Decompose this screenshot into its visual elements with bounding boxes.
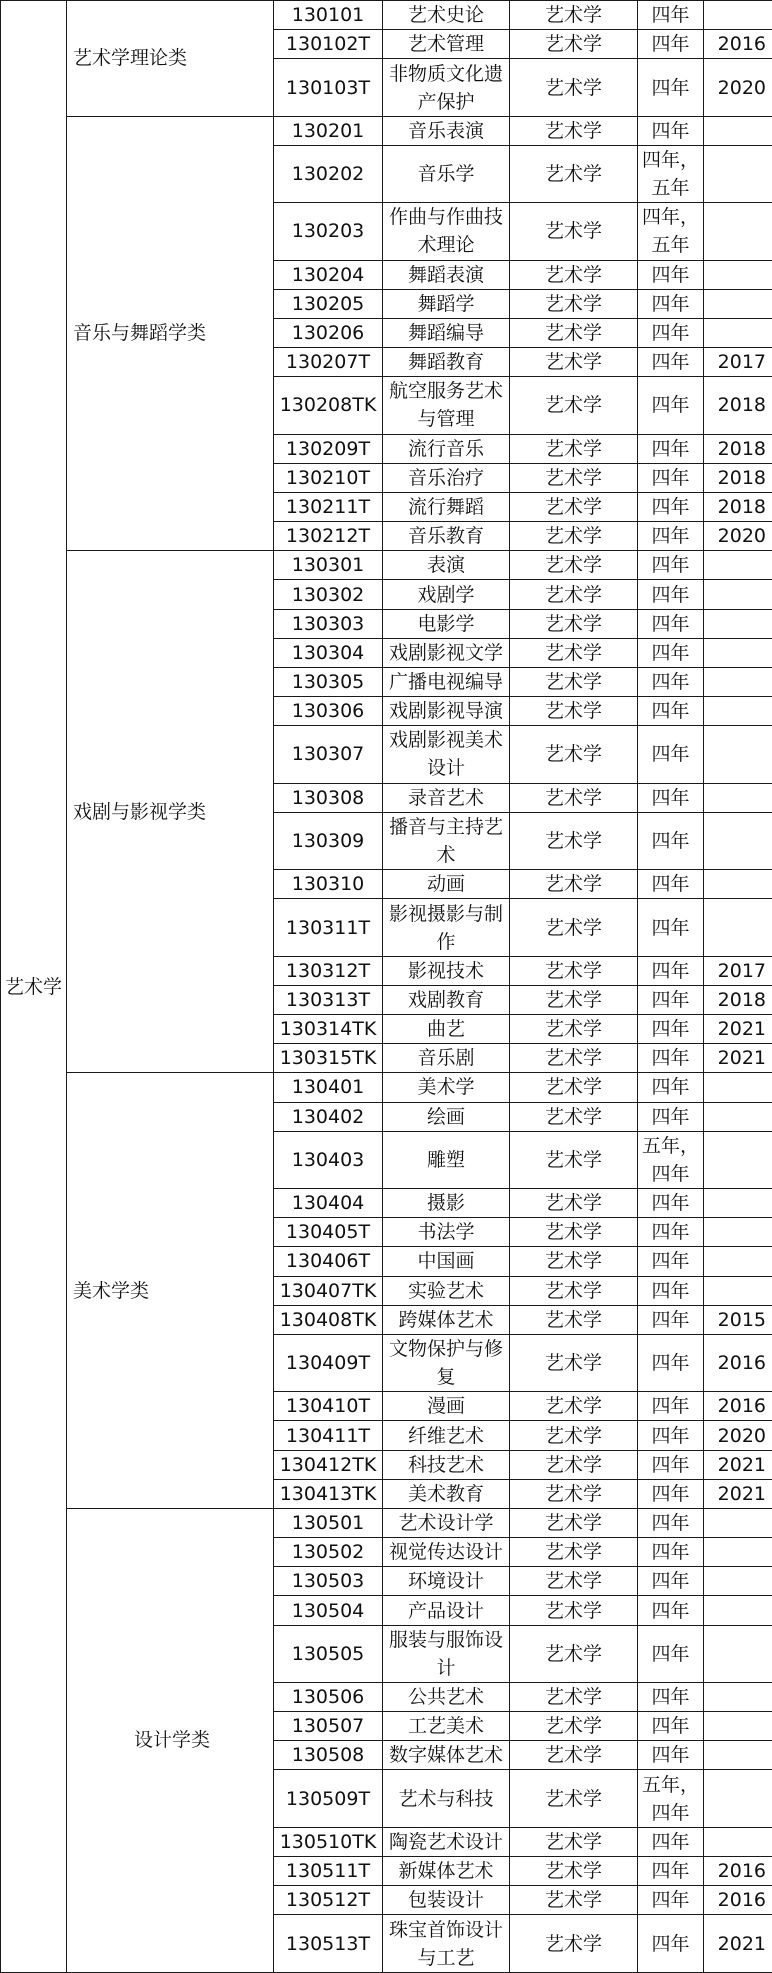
degree-cell: 艺术学 — [510, 667, 638, 696]
discipline-cell: 艺术学 — [1, 1, 67, 1973]
major-code-cell: 130203 — [274, 203, 383, 260]
major-name-cell: 音乐表演 — [383, 116, 510, 145]
major-name-cell: 包装设计 — [383, 1886, 510, 1915]
duration-cell: 四年 — [638, 318, 704, 347]
duration-cell: 四年 — [638, 289, 704, 318]
major-name-cell: 航空服务艺术与管理 — [383, 377, 510, 434]
year-added-cell — [704, 783, 772, 812]
major-name-cell: 戏剧影视文学 — [383, 638, 510, 667]
duration-cell: 四年 — [638, 434, 704, 463]
major-code-cell: 130508 — [274, 1741, 383, 1770]
table-row — [1, 1508, 772, 1537]
degree-cell: 艺术学 — [510, 1770, 638, 1827]
duration-cell: 四年 — [638, 697, 704, 726]
major-code-cell: 130206 — [274, 318, 383, 347]
major-name-cell: 音乐学 — [383, 145, 510, 202]
duration-cell: 四年 — [638, 551, 704, 580]
major-name-cell: 戏剧影视美术设计 — [383, 726, 510, 783]
major-name-cell: 公共艺术 — [383, 1682, 510, 1711]
major-name-cell: 珠宝首饰设计与工艺 — [383, 1915, 510, 1973]
duration-cell: 四年 — [638, 1073, 704, 1102]
major-name-cell: 舞蹈教育 — [383, 348, 510, 377]
degree-cell: 艺术学 — [510, 1596, 638, 1625]
duration-cell: 四年 — [638, 377, 704, 434]
table-row — [1, 116, 772, 145]
year-added-cell — [704, 318, 772, 347]
duration-cell: 四年 — [638, 1712, 704, 1741]
year-added-cell — [704, 1827, 772, 1856]
year-added-cell — [704, 667, 772, 696]
degree-cell: 艺术学 — [510, 1625, 638, 1682]
major-code-cell: 130511T — [274, 1857, 383, 1886]
year-added-cell — [704, 1625, 772, 1682]
duration-cell: 四年 — [638, 1102, 704, 1131]
year-added-cell — [704, 1247, 772, 1276]
major-name-cell: 非物质文化遗产保护 — [383, 59, 510, 116]
year-added-cell — [704, 638, 772, 667]
year-added-cell — [704, 260, 772, 289]
major-name-cell: 文物保护与修复 — [383, 1334, 510, 1391]
year-added-cell: 2016 — [704, 1886, 772, 1915]
major-code-cell: 130307 — [274, 726, 383, 783]
major-code-cell: 130402 — [274, 1102, 383, 1131]
duration-cell: 四年 — [638, 260, 704, 289]
major-code-cell: 130411T — [274, 1421, 383, 1450]
year-added-cell: 2021 — [704, 1479, 772, 1508]
duration-cell: 五年，四年 — [638, 1770, 704, 1827]
duration-cell: 四年 — [638, 1421, 704, 1450]
major-name-cell: 艺术设计学 — [383, 1508, 510, 1537]
duration-cell: 四年 — [638, 1, 704, 30]
degree-cell: 艺术学 — [510, 697, 638, 726]
year-added-cell — [704, 812, 772, 869]
duration-cell: 四年 — [638, 1334, 704, 1391]
duration-cell: 四年 — [638, 1479, 704, 1508]
major-code-cell: 130413TK — [274, 1479, 383, 1508]
major-name-cell: 广播电视编导 — [383, 667, 510, 696]
major-name-cell: 曲艺 — [383, 1015, 510, 1044]
major-name-cell: 音乐治疗 — [383, 463, 510, 492]
major-name-cell: 流行舞蹈 — [383, 492, 510, 521]
degree-cell: 艺术学 — [510, 1538, 638, 1567]
major-name-cell: 书法学 — [383, 1218, 510, 1247]
degree-cell: 艺术学 — [510, 1827, 638, 1856]
year-added-cell — [704, 203, 772, 260]
duration-cell: 四年 — [638, 1276, 704, 1305]
year-added-cell: 2018 — [704, 463, 772, 492]
duration-cell: 四年 — [638, 870, 704, 899]
degree-cell: 艺术学 — [510, 289, 638, 318]
major-code-cell: 130412TK — [274, 1450, 383, 1479]
major-code-cell: 130407TK — [274, 1276, 383, 1305]
major-code-cell: 130303 — [274, 609, 383, 638]
degree-cell: 艺术学 — [510, 985, 638, 1014]
duration-cell: 四年 — [638, 580, 704, 609]
duration-cell: 四年 — [638, 116, 704, 145]
major-code-cell: 130103T — [274, 59, 383, 116]
degree-cell: 艺术学 — [510, 899, 638, 956]
major-code-cell: 130209T — [274, 434, 383, 463]
year-added-cell: 2021 — [704, 1015, 772, 1044]
duration-cell: 四年 — [638, 463, 704, 492]
degree-cell: 艺术学 — [510, 1218, 638, 1247]
major-code-cell: 130301 — [274, 551, 383, 580]
category-cell: 设计学类 — [67, 1508, 274, 1972]
year-added-cell: 2018 — [704, 985, 772, 1014]
year-added-cell — [704, 580, 772, 609]
major-code-cell: 130102T — [274, 30, 383, 59]
major-code-cell: 130410T — [274, 1392, 383, 1421]
major-name-cell: 陶瓷艺术设计 — [383, 1827, 510, 1856]
degree-cell: 艺术学 — [510, 1712, 638, 1741]
year-added-cell — [704, 1131, 772, 1188]
degree-cell: 艺术学 — [510, 1567, 638, 1596]
major-name-cell: 产品设计 — [383, 1596, 510, 1625]
year-added-cell — [704, 145, 772, 202]
major-name-cell: 作曲与作曲技术理论 — [383, 203, 510, 260]
duration-cell: 四年 — [638, 1305, 704, 1334]
major-code-cell: 130513T — [274, 1915, 383, 1973]
major-name-cell: 音乐教育 — [383, 522, 510, 551]
major-name-cell: 播音与主持艺术 — [383, 812, 510, 869]
major-code-cell: 130409T — [274, 1334, 383, 1391]
major-name-cell: 影视技术 — [383, 956, 510, 985]
year-added-cell — [704, 899, 772, 956]
major-name-cell: 跨媒体艺术 — [383, 1305, 510, 1334]
major-code-cell: 130208TK — [274, 377, 383, 434]
degree-cell: 艺术学 — [510, 638, 638, 667]
major-name-cell: 电影学 — [383, 609, 510, 638]
major-name-cell: 影视摄影与制作 — [383, 899, 510, 956]
year-added-cell — [704, 726, 772, 783]
year-added-cell: 2020 — [704, 522, 772, 551]
major-code-cell: 130502 — [274, 1538, 383, 1567]
year-added-cell — [704, 1682, 772, 1711]
degree-cell: 艺术学 — [510, 1682, 638, 1711]
duration-cell: 四年 — [638, 726, 704, 783]
major-name-cell: 流行音乐 — [383, 434, 510, 463]
major-name-cell: 舞蹈表演 — [383, 260, 510, 289]
degree-cell: 艺术学 — [510, 1073, 638, 1102]
major-name-cell: 环境设计 — [383, 1567, 510, 1596]
duration-cell: 四年 — [638, 956, 704, 985]
duration-cell: 四年 — [638, 667, 704, 696]
degree-cell: 艺术学 — [510, 726, 638, 783]
year-added-cell — [704, 1712, 772, 1741]
major-code-cell: 130210T — [274, 463, 383, 492]
duration-cell: 四年 — [638, 1392, 704, 1421]
duration-cell: 四年，五年 — [638, 203, 704, 260]
degree-cell: 艺术学 — [510, 1915, 638, 1973]
major-name-cell: 艺术与科技 — [383, 1770, 510, 1827]
degree-cell: 艺术学 — [510, 1741, 638, 1770]
degree-cell: 艺术学 — [510, 956, 638, 985]
major-code-cell: 130512T — [274, 1886, 383, 1915]
duration-cell: 四年 — [638, 1044, 704, 1073]
year-added-cell: 2018 — [704, 377, 772, 434]
year-added-cell: 2015 — [704, 1305, 772, 1334]
degree-cell: 艺术学 — [510, 1857, 638, 1886]
year-added-cell — [704, 1, 772, 30]
major-code-cell: 130405T — [274, 1218, 383, 1247]
duration-cell: 四年 — [638, 1247, 704, 1276]
degree-cell: 艺术学 — [510, 1334, 638, 1391]
duration-cell: 四年 — [638, 1567, 704, 1596]
year-added-cell: 2018 — [704, 492, 772, 521]
degree-cell: 艺术学 — [510, 1886, 638, 1915]
major-name-cell: 实验艺术 — [383, 1276, 510, 1305]
major-code-cell: 130501 — [274, 1508, 383, 1537]
degree-cell: 艺术学 — [510, 783, 638, 812]
year-added-cell — [704, 1596, 772, 1625]
degree-cell: 艺术学 — [510, 870, 638, 899]
major-name-cell: 美术教育 — [383, 1479, 510, 1508]
major-code-cell: 130506 — [274, 1682, 383, 1711]
degree-cell: 艺术学 — [510, 1247, 638, 1276]
year-added-cell — [704, 1189, 772, 1218]
duration-cell: 四年 — [638, 1886, 704, 1915]
year-added-cell — [704, 1741, 772, 1770]
major-name-cell: 戏剧教育 — [383, 985, 510, 1014]
year-added-cell — [704, 1102, 772, 1131]
major-name-cell: 新媒体艺术 — [383, 1857, 510, 1886]
major-code-cell: 130408TK — [274, 1305, 383, 1334]
major-name-cell: 艺术管理 — [383, 30, 510, 59]
major-name-cell: 科技艺术 — [383, 1450, 510, 1479]
major-code-cell: 130204 — [274, 260, 383, 289]
major-code-cell: 130404 — [274, 1189, 383, 1218]
major-code-cell: 130309 — [274, 812, 383, 869]
major-name-cell: 音乐剧 — [383, 1044, 510, 1073]
year-added-cell — [704, 1508, 772, 1537]
duration-cell: 四年 — [638, 899, 704, 956]
duration-cell: 四年 — [638, 59, 704, 116]
degree-cell: 艺术学 — [510, 318, 638, 347]
major-code-cell: 130212T — [274, 522, 383, 551]
degree-cell: 艺术学 — [510, 203, 638, 260]
major-code-cell: 130311T — [274, 899, 383, 956]
major-code-cell: 130401 — [274, 1073, 383, 1102]
degree-cell: 艺术学 — [510, 1276, 638, 1305]
duration-cell: 四年 — [638, 1827, 704, 1856]
majors-table-body — [1, 1, 772, 1973]
duration-cell: 四年 — [638, 1741, 704, 1770]
major-code-cell: 130201 — [274, 116, 383, 145]
major-name-cell: 纤维艺术 — [383, 1421, 510, 1450]
duration-cell: 四年 — [638, 783, 704, 812]
year-added-cell — [704, 551, 772, 580]
year-added-cell — [704, 116, 772, 145]
duration-cell: 四年 — [638, 30, 704, 59]
duration-cell: 四年 — [638, 348, 704, 377]
major-code-cell: 130101 — [274, 1, 383, 30]
major-name-cell: 雕塑 — [383, 1131, 510, 1188]
duration-cell: 四年 — [638, 1682, 704, 1711]
year-added-cell: 2017 — [704, 348, 772, 377]
major-code-cell: 130403 — [274, 1131, 383, 1188]
major-code-cell: 130202 — [274, 145, 383, 202]
degree-cell: 艺术学 — [510, 1421, 638, 1450]
major-name-cell: 数字媒体艺术 — [383, 1741, 510, 1770]
major-name-cell: 戏剧学 — [383, 580, 510, 609]
duration-cell: 四年 — [638, 1508, 704, 1537]
duration-cell: 四年 — [638, 492, 704, 521]
year-added-cell — [704, 289, 772, 318]
major-name-cell: 工艺美术 — [383, 1712, 510, 1741]
degree-cell: 艺术学 — [510, 1450, 638, 1479]
major-name-cell: 中国画 — [383, 1247, 510, 1276]
duration-cell: 四年 — [638, 1596, 704, 1625]
duration-cell: 四年 — [638, 985, 704, 1014]
major-name-cell: 舞蹈编导 — [383, 318, 510, 347]
major-name-cell: 艺术史论 — [383, 1, 510, 30]
year-added-cell: 2021 — [704, 1915, 772, 1973]
degree-cell: 艺术学 — [510, 522, 638, 551]
duration-cell: 四年 — [638, 1857, 704, 1886]
degree-cell: 艺术学 — [510, 30, 638, 59]
duration-cell: 四年 — [638, 812, 704, 869]
major-code-cell: 130211T — [274, 492, 383, 521]
degree-cell: 艺术学 — [510, 145, 638, 202]
degree-cell: 艺术学 — [510, 812, 638, 869]
major-name-cell: 视觉传达设计 — [383, 1538, 510, 1567]
major-code-cell: 130207T — [274, 348, 383, 377]
year-added-cell — [704, 1770, 772, 1827]
category-cell: 艺术学理论类 — [67, 1, 274, 117]
duration-cell: 四年 — [638, 1189, 704, 1218]
year-added-cell: 2016 — [704, 1392, 772, 1421]
category-cell: 美术学类 — [67, 1073, 274, 1509]
major-code-cell: 130505 — [274, 1625, 383, 1682]
duration-cell: 四年 — [638, 1915, 704, 1973]
degree-cell: 艺术学 — [510, 492, 638, 521]
degree-cell: 艺术学 — [510, 1, 638, 30]
year-added-cell — [704, 870, 772, 899]
major-name-cell: 动画 — [383, 870, 510, 899]
degree-cell: 艺术学 — [510, 1479, 638, 1508]
year-added-cell: 2017 — [704, 956, 772, 985]
degree-cell: 艺术学 — [510, 609, 638, 638]
duration-cell: 四年 — [638, 522, 704, 551]
degree-cell: 艺术学 — [510, 1305, 638, 1334]
major-code-cell: 130310 — [274, 870, 383, 899]
degree-cell: 艺术学 — [510, 1392, 638, 1421]
major-code-cell: 130504 — [274, 1596, 383, 1625]
duration-cell: 四年 — [638, 1218, 704, 1247]
major-code-cell: 130314TK — [274, 1015, 383, 1044]
year-added-cell — [704, 1538, 772, 1567]
year-added-cell — [704, 697, 772, 726]
degree-cell: 艺术学 — [510, 1044, 638, 1073]
year-added-cell — [704, 1218, 772, 1247]
degree-cell: 艺术学 — [510, 1131, 638, 1188]
major-name-cell: 服装与服饰设计 — [383, 1625, 510, 1682]
major-code-cell: 130315TK — [274, 1044, 383, 1073]
year-added-cell: 2021 — [704, 1044, 772, 1073]
duration-cell: 四年，五年 — [638, 145, 704, 202]
duration-cell: 四年 — [638, 1450, 704, 1479]
year-added-cell: 2020 — [704, 59, 772, 116]
degree-cell: 艺术学 — [510, 580, 638, 609]
year-added-cell — [704, 1073, 772, 1102]
duration-cell: 五年，四年 — [638, 1131, 704, 1188]
table-row — [1, 551, 772, 580]
degree-cell: 艺术学 — [510, 1189, 638, 1218]
year-added-cell: 2021 — [704, 1450, 772, 1479]
major-name-cell: 舞蹈学 — [383, 289, 510, 318]
table-row — [1, 1, 772, 30]
major-code-cell: 130305 — [274, 667, 383, 696]
major-code-cell: 130507 — [274, 1712, 383, 1741]
degree-cell: 艺术学 — [510, 260, 638, 289]
degree-cell: 艺术学 — [510, 1102, 638, 1131]
major-name-cell: 绘画 — [383, 1102, 510, 1131]
category-cell: 戏剧与影视学类 — [67, 551, 274, 1073]
major-code-cell: 130509T — [274, 1770, 383, 1827]
degree-cell: 艺术学 — [510, 463, 638, 492]
major-name-cell: 美术学 — [383, 1073, 510, 1102]
degree-cell: 艺术学 — [510, 377, 638, 434]
year-added-cell — [704, 609, 772, 638]
year-added-cell: 2016 — [704, 1334, 772, 1391]
duration-cell: 四年 — [638, 1538, 704, 1567]
duration-cell: 四年 — [638, 638, 704, 667]
major-code-cell: 130510TK — [274, 1827, 383, 1856]
duration-cell: 四年 — [638, 1625, 704, 1682]
degree-cell: 艺术学 — [510, 1015, 638, 1044]
year-added-cell: 2016 — [704, 30, 772, 59]
table-row — [1, 1073, 772, 1102]
degree-cell: 艺术学 — [510, 1508, 638, 1537]
duration-cell: 四年 — [638, 1015, 704, 1044]
year-added-cell — [704, 1567, 772, 1596]
major-code-cell: 130313T — [274, 985, 383, 1014]
major-code-cell: 130302 — [274, 580, 383, 609]
year-added-cell: 2020 — [704, 1421, 772, 1450]
year-added-cell: 2016 — [704, 1857, 772, 1886]
degree-cell: 艺术学 — [510, 434, 638, 463]
major-code-cell: 130503 — [274, 1567, 383, 1596]
category-cell: 音乐与舞蹈学类 — [67, 116, 274, 551]
major-code-cell: 130306 — [274, 697, 383, 726]
major-code-cell: 130406T — [274, 1247, 383, 1276]
major-code-cell: 130304 — [274, 638, 383, 667]
duration-cell: 四年 — [638, 609, 704, 638]
major-name-cell: 摄影 — [383, 1189, 510, 1218]
major-code-cell: 130312T — [274, 956, 383, 985]
major-code-cell: 130308 — [274, 783, 383, 812]
year-added-cell — [704, 1276, 772, 1305]
major-name-cell: 戏剧影视导演 — [383, 697, 510, 726]
degree-cell: 艺术学 — [510, 116, 638, 145]
degree-cell: 艺术学 — [510, 551, 638, 580]
major-code-cell: 130205 — [274, 289, 383, 318]
degree-cell: 艺术学 — [510, 59, 638, 116]
degree-cell: 艺术学 — [510, 348, 638, 377]
year-added-cell: 2018 — [704, 434, 772, 463]
major-name-cell: 录音艺术 — [383, 783, 510, 812]
major-name-cell: 漫画 — [383, 1392, 510, 1421]
major-name-cell: 表演 — [383, 551, 510, 580]
